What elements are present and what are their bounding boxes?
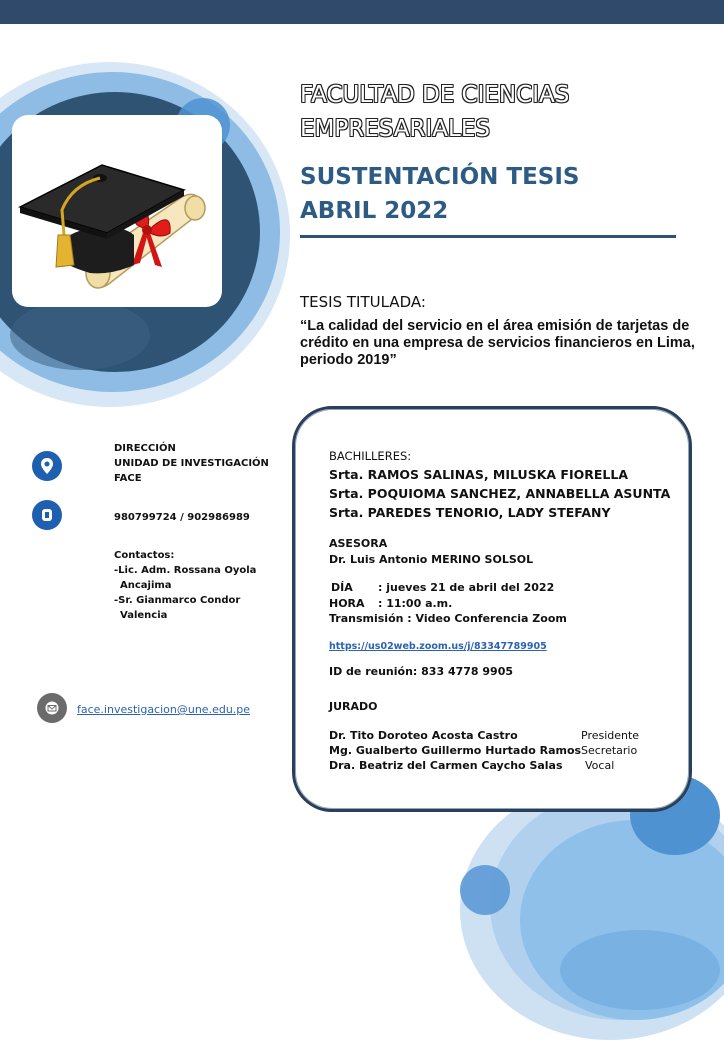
top-bar	[0, 0, 724, 24]
meeting-id: ID de reunión: 833 4778 9905	[329, 665, 514, 678]
zoom-link[interactable]: https://us02web.zoom.us/j/83347789905	[329, 641, 547, 652]
jurado-name-3: Dra. Beatriz del Carmen Caycho Salas	[329, 759, 563, 772]
transmission-info: Transmisión : Video Conferencia Zoom	[329, 612, 567, 625]
bachiller-2: Srta. POQUIOMA SANCHEZ, ANNABELLA ASUNTA	[329, 486, 671, 501]
phone-numbers: 980799724 / 902986989	[114, 512, 250, 523]
page-subtitle	[300, 160, 580, 228]
jurado-name-2: Mg. Gualberto Guillermo Hurtado Ramos	[329, 744, 582, 757]
title-line-2: EMPRESARIALES	[300, 116, 490, 142]
bachiller-3: Srta. PAREDES TENORIO, LADY STEFANY	[329, 505, 611, 520]
bachiller-1: Srta. RAMOS SALINAS, MILUSKA FIORELLA	[329, 467, 628, 482]
location-pin-icon	[32, 451, 62, 481]
address-block	[114, 441, 269, 486]
email-link[interactable]: face.investigacion@une.edu.pe	[77, 703, 251, 716]
subtitle-line-2: ABRIL 2022	[300, 198, 449, 224]
day-value: : jueves 21 de abril del 2022	[378, 581, 555, 594]
jurado-role-1: Presidente	[581, 729, 640, 742]
address-line-2: UNIDAD DE INVESTIGACIÓN	[114, 458, 269, 469]
contact-1-line-2: Ancajima	[120, 580, 172, 591]
title-divider	[300, 235, 676, 238]
title-line-1: FACULTAD DE CIENCIAS	[300, 82, 570, 108]
contacts-block	[114, 548, 256, 623]
time-label: HORA	[329, 597, 365, 610]
thesis-title: “La calidad del servicio en el área emisión de tarjetas de crédito en una empresa de servicios financieros en Lima, periodo 2019”	[300, 318, 695, 368]
event-details-card	[292, 406, 692, 812]
contact-1-line-1: -Lic. Adm. Rossana Oyola	[114, 565, 257, 576]
address-line-3: FACE	[114, 473, 142, 484]
address-line-1: DIRECCIÓN	[114, 443, 176, 454]
contact-2-line-1: -Sr. Gianmarco Condor	[114, 595, 241, 606]
subtitle-line-1: SUSTENTACIÓN TESIS	[300, 164, 580, 190]
page-title	[300, 78, 569, 146]
day-label: DÍA	[331, 581, 353, 594]
graduation-image	[12, 115, 222, 307]
asesora-label: ASESORA	[329, 537, 388, 550]
jurado-name-1: Dr. Tito Doroteo Acosta Castro	[329, 729, 518, 742]
jurado-role-2: Secretario	[581, 744, 638, 757]
phone-icon	[32, 500, 62, 530]
mail-icon	[37, 693, 67, 723]
contacts-label: Contactos:	[114, 550, 175, 561]
asesora-name: Dr. Luis Antonio MERINO SOLSOL	[329, 553, 534, 566]
jurado-label: JURADO	[329, 700, 378, 713]
contact-2-line-2: Valencia	[120, 610, 168, 621]
bachilleres-label: BACHILLERES:	[329, 449, 412, 463]
jurado-role-3: Vocal	[585, 759, 615, 772]
time-value: : 11:00 a.m.	[378, 597, 453, 610]
thesis-heading: TESIS TITULADA:	[300, 293, 426, 311]
